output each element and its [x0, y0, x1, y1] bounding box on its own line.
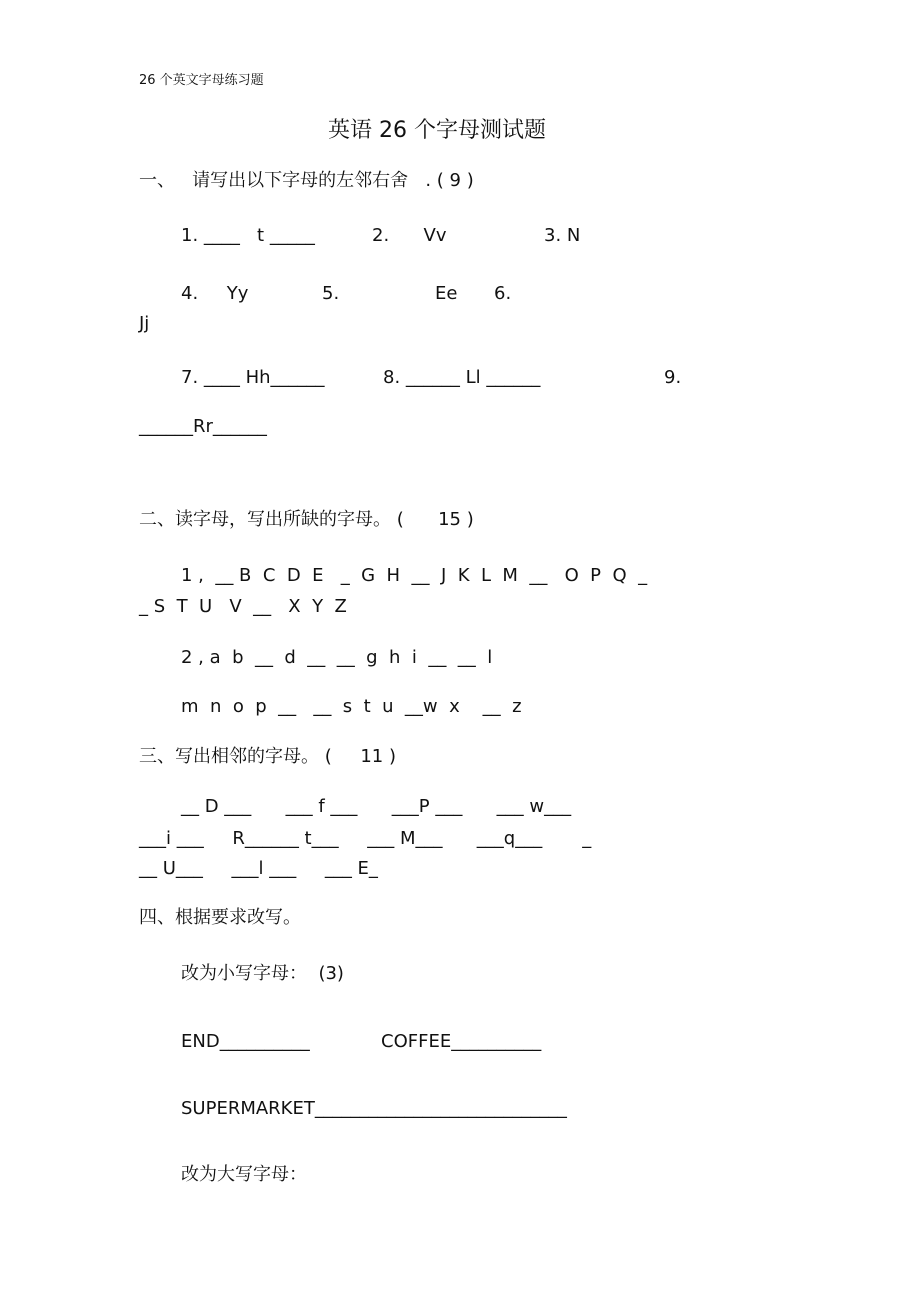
section-1-item: 7. ____ Hh______: [181, 367, 325, 388]
section-4-heading: 四、根据要求改写。: [139, 907, 301, 928]
uppercase-instruction: 改为大写字母：: [181, 1164, 307, 1185]
section-1-item: ______Rr______: [139, 416, 267, 437]
section-1-item: 1. ____ t _____: [181, 225, 315, 246]
word-end: END__________: [181, 1031, 310, 1052]
section-3-heading: 三、写出相邻的字母。 ( 11 ): [139, 746, 396, 767]
section-1-heading: 一、 请写出以下字母的左邻右舍 . ( 9 ): [139, 170, 474, 191]
section-2-line: 2 , a b __ d __ __ g h i __ __ l: [181, 647, 493, 668]
page-header: 26 个英文字母练习题: [139, 73, 264, 88]
section-3-line: __ D ___ ___ f ___ ___P ___ ___ w___: [181, 796, 572, 817]
section-1-item: 6.: [494, 283, 512, 304]
lowercase-instruction: 改为小写字母： (3): [181, 963, 344, 984]
page-title: 英语 26 个字母测试题: [328, 118, 546, 143]
section-1-item: 4. Yy: [181, 283, 249, 304]
word-coffee: COFFEE__________: [381, 1031, 542, 1052]
section-2-line: _ S T U V __ X Y Z: [139, 596, 347, 617]
section-2-line: 1 , __ B C D E _ G H __ J K L M __ O P Q _: [181, 565, 648, 586]
section-1-item: 5.: [322, 283, 340, 304]
section-1-item: Ee: [435, 283, 458, 304]
section-1-item: 2. Vv: [372, 225, 447, 246]
section-1-item: 8. ______ Ll ______: [383, 367, 541, 388]
word-supermarket: SUPERMARKET____________________________: [181, 1098, 567, 1119]
section-3-line: __ U___ ___l ___ ___ E_: [139, 858, 378, 879]
section-1-item: 3. N: [544, 225, 581, 246]
section-2-heading: 二、读字母，写出所缺的字母。 ( 15 ): [139, 509, 474, 530]
section-2-line: m n o p __ __ s t u __w x __ z: [181, 696, 522, 717]
section-1-item: 9.: [664, 367, 682, 388]
section-3-line: ___i ___ R______ t___ ___ M___ ___q___ _: [139, 828, 592, 849]
section-1-item: Jj: [139, 313, 150, 334]
